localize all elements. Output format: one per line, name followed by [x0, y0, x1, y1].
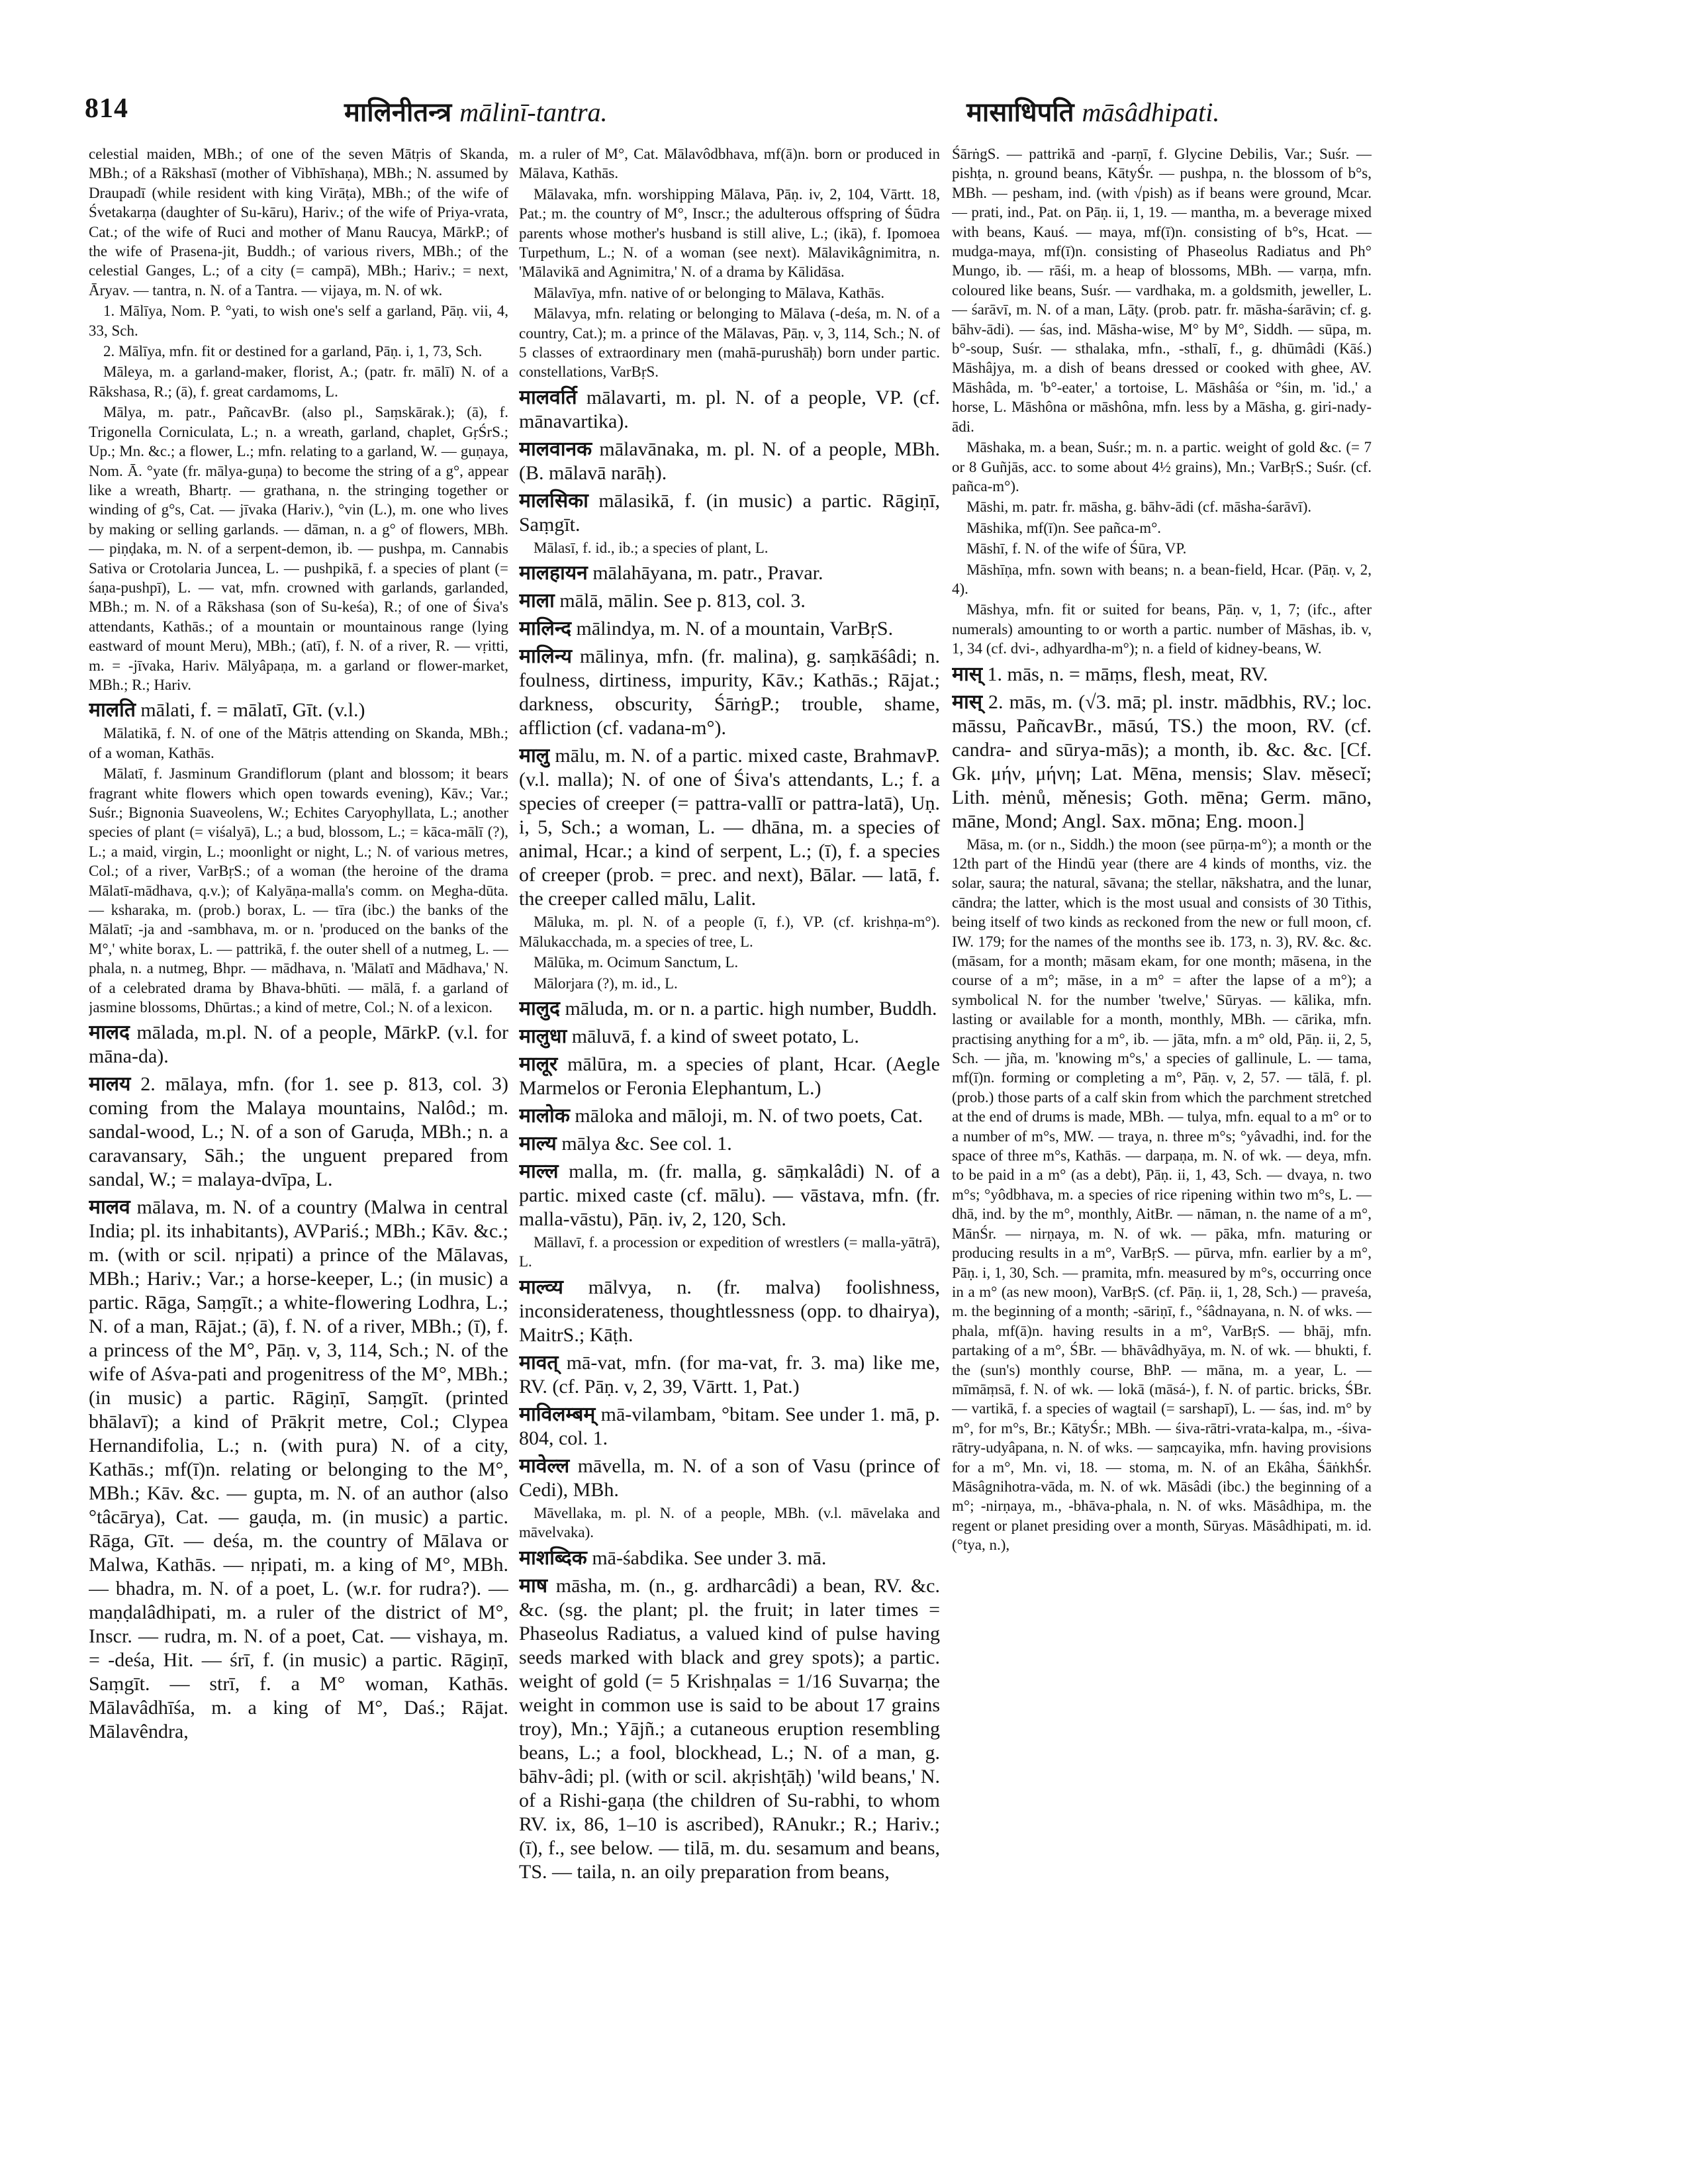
dictionary-entry [519, 438, 940, 485]
entry-text: mā-śabdika. See under 3. mā. [592, 1546, 827, 1569]
header-right-translit: māsâdhipati. [1082, 97, 1220, 127]
entry-text: mā-vilambam, °bitam. See under 1. mā, p. 804, col. 1. [519, 1403, 940, 1449]
headword-devanagari: मालुधा [519, 1025, 572, 1047]
headword-devanagari: मालसिका [519, 489, 599, 512]
entry-text: mālvya, n. (fr. malva) foolishness, inconsiderateness, thoughtlessness (opp. to dhairya), MaitrS.; Kāṭh. [519, 1276, 940, 1346]
dictionary-entry [519, 1454, 940, 1502]
entry-text: 1. Mālīya, Nom. P. °yati, to wish one's self a garland, Pāṇ. vii, 4, 33, Sch. [89, 303, 508, 339]
page-number: 814 [85, 93, 128, 124]
headword-devanagari: मालु [519, 745, 555, 767]
dictionary-entry [519, 1503, 940, 1543]
entry-text: māsha, m. (n., g. ardharcâdi) a bean, RV. &c. &c. (sg. the plant; pl. the fruit; in later times = Phaseolus Radiatus, a valued kind of pulse having seeds marked with black and grey spots); a partic. weight of gold (= 5 Krishṇalas = 1/16 Suvarṇa; the weight in common use is said to be about 17 grains troy), Mn.; Yājñ.; a cutaneous eruption resembling beans, L.; a fool, blockhead, L.; N. of a man, g. bāhv-âdi; pl. (with or scil. akṛishṭāḥ) 'wild beans,' N. of a Rishi-gaṇa (the children of Su-rabhi, to whom RV. ix, 86, 1–10 is ascribed), RAnukr.; R.; Hariv.; (ī), f., see below. — tilā, m. du. sesamum and beans, TS. — taila, n. an oily preparation from beans, [519, 1574, 940, 1883]
entry-text: mālavarti, m. pl. N. of a people, VP. (cf. mānavartika). [519, 386, 940, 432]
entry-text: Mālavīya, mfn. native of or belonging to Mālava, Kathās. [534, 284, 885, 301]
headword-devanagari: मालद [89, 1021, 137, 1044]
entry-text: 2. mālaya, mfn. (for 1. see p. 813, col. 3) coming from the Malaya mountains, Nalôd.; m. sandal-wood, L.; N. of a son of Garuḍa, MBh.; n. a caravansary, Sāh.; the unguent prepared from sandal, W.; = malaya-dvīpa, L. [89, 1073, 508, 1191]
dictionary-entry [519, 912, 940, 951]
header-left-entry [344, 93, 608, 129]
entry-text: Māleya, m. a garland-maker, florist, A.; (patr. fr. mālī) N. of a Rākshasa, R.; (ā), f. great cardamoms, L. [89, 363, 508, 400]
entry-text: Māvellaka, m. pl. N. of a people, MBh. (v.l. māvelaka and māvelvaka). [519, 1504, 940, 1541]
header-right-entry [966, 93, 1219, 129]
headword-devanagari: मालय [89, 1073, 141, 1096]
entry-text: mālinya, mfn. (fr. malina), g. saṃkāśâdi; n. foulness, dirtiness, impurity, Kāv.; Kathās.; Rājat.; darkness, obscurity, ŚārṅgP.; trouble, shame, affliction (cf. vadana-m°). [519, 645, 940, 739]
dictionary-entry [519, 185, 940, 282]
dictionary-entry [519, 645, 940, 740]
headword-devanagari: माष [519, 1574, 556, 1597]
header-left-translit: mālinī-tantra. [459, 97, 608, 127]
headword-devanagari: मालुद [519, 997, 565, 1020]
headword-devanagari: माशब्दिक [519, 1546, 592, 1569]
headword-devanagari: मावत् [519, 1351, 567, 1374]
entry-text: Mālatī, f. Jasminum Grandiflorum (plant and blossom; it bears fragrant white flowers which open towards evening), Kāv.; Var.; Suśr.; Bignonia Suaveolens, W.; Echites Caryophyllata, L.; another species of plant (= viśalyā), L.; a bud, blossom, L.; = kāca-mālī (?), L.; a maid, virgin, L.; moonlight or night, L.; N. of various metres, Col.; of a river, VarBṛS.; of a woman (the heroine of the drama Mālatī-mādhava, q.v.); of Kalyāṇa-malla's comm. on Megha-dūta. — ksharaka, m. (prob.) borax, L. — tīra (ibc.) the banks of the Mālatī; -ja and -sambhava, m. or n. 'produced on the banks of the M°,' white borax, L. — pattrikā, f. the outer shell of a nutmeg, L. — phala, n. a nutmeg, Bhpr. — mādhava, n. 'Mālatī and Mādhava,' N. of a celebrated drama by Bhava-bhūti. — mālā, f. a garland of jasmine blossoms, Dhūrtas.; a kind of metre, Col.; N. of a lexicon. [89, 765, 508, 1016]
entry-text: māluvā, f. a kind of sweet potato, L. [571, 1025, 859, 1047]
dictionary-entry [952, 690, 1372, 833]
entry-text: māloka and māloji, m. N. of two poets, Cat. [575, 1104, 923, 1127]
dictionary-entry [519, 997, 940, 1021]
headword-devanagari: मालवर्ति [519, 386, 586, 408]
entry-text: Mālatikā, f. N. of one of the Mātṛis attending on Skanda, MBh.; of a woman, Kathās. [89, 725, 508, 761]
entry-text: malla, m. (fr. malla, g. sāṃkalâdi) N. of a partic. mixed caste (cf. mālu). — vāstava, mfn. (fr. malla-vāstu), Pāṇ. iv, 2, 120, Sch. [519, 1160, 940, 1230]
entry-text: Mālasī, f. id., ib.; a species of plant, L. [534, 539, 769, 556]
dictionary-entry [519, 1053, 940, 1100]
dictionary-entry [519, 1351, 940, 1399]
dictionary-entry [519, 1104, 940, 1128]
dictionary-entry [519, 1574, 940, 1884]
headword-devanagari: मालोक [519, 1104, 575, 1127]
dictionary-entry [519, 1233, 940, 1272]
entry-text: 2. mās, m. (√3. mā; pl. instr. mādbhis, RV.; loc. māssu, PañcavBr., māsú, TS.) the moon, RV. (cf. candra- and sūrya-mās); a month, ib. &c. &c. [Cf. Gk. μήν, μήνη; Lat. Mēna, mensis; Slav. mĕsecĭ; Lith. mėnů, měnesis; Goth. mēna; Germ. māno, māne, Mond; Angl. Sax. mōna; Eng. moon.] [952, 690, 1372, 832]
entry-text: mālava, m. N. of a country (Malwa in central India; pl. its inhabitants), AVPariś.; MBh.; Kāv. &c.; m. (with or scil. nṛipati) a prince of the Mālavas, MBh.; Hariv.; Var.; a horse-keeper, L.; (in music) a partic. Rāga, Saṃgīt.; a white-flowering Lodhra, L.; N. of a man, Rājat.; (ā), f. N. of a river, MBh.; (ī), f. a princess of the M°, Pāṇ. v, 3, 114, Sch.; N. of the wife of Aśva-pati and progenitress of the M°, MBh.; (in music) a partic. Rāgiṇī, Saṃgīt. (printed bhālavī); a kind of Prākṛit metre, Col.; Clypea Hernandifolia, L.; n. (with pura) N. of a city, Kathās.; mf(ī)n. relating or belonging to the M°, MBh.; Kāv. &c. — gupta, m. N. of an author (also °tâcārya), Cat. — gauḍa, m. (in music) a partic. Rāga, Gīt. — deśa, m. the country of Mālava or Malwa, Kathās. — nṛipati, m. a king of M°, MBh. — bhadra, m. N. of a poet, L. (w.r. for rudra?). — maṇḍalâdhipati, m. a ruler of the district of M°, Inscr. — rudra, m. N. of a poet, Cat. — vishaya, m. = -deśa, Hit. — śrī, f. (in music) a partic. Rāgiṇī, Saṃgīt. — strī, f. a M° woman, Kathās. Mālavâdhīśa, m. a king of M°, Daś.; Rājat. Mālavêndra, [89, 1196, 508, 1743]
dictionary-entry [519, 144, 940, 183]
dictionary-entry [519, 1132, 940, 1156]
headword-devanagari: मास् [952, 690, 989, 713]
dictionary-entry [519, 974, 940, 993]
dictionary-entry [519, 304, 940, 382]
dictionary-entry [519, 538, 940, 557]
headword-devanagari: मालहायन [519, 562, 593, 585]
dictionary-entry [89, 764, 508, 1017]
headword-devanagari: मालूर [519, 1053, 568, 1075]
dictionary-entry [519, 283, 940, 303]
dictionary-entry [519, 953, 940, 972]
headword-devanagari: मालवानक [519, 438, 600, 460]
headword-devanagari: मालिन्द [519, 618, 577, 640]
dictionary-entry [519, 1546, 940, 1570]
dictionary-entry [89, 698, 508, 722]
headword-devanagari: माल्य [519, 1132, 562, 1155]
headword-devanagari: मालव [89, 1196, 137, 1219]
headword-devanagari: मास् [952, 663, 988, 685]
dictionary-entry [952, 539, 1372, 558]
column-1 [89, 144, 508, 2163]
dictionary-entry [519, 1160, 940, 1231]
entry-text: mālūra, m. a species of plant, Hcar. (Aegle Marmelos or Feronia Elephantum, L.) [519, 1053, 940, 1099]
header-right-devanagari: मासाधिपति [966, 97, 1074, 127]
headword-devanagari: माल्व्य [519, 1276, 588, 1298]
dictionary-entry [952, 600, 1372, 658]
entry-text: Māshi, m. patr. fr. māsha, g. bāhv-ādi (cf. māsha-śarāvī). [966, 499, 1312, 516]
header-left-devanagari: मालिनीतन्त्र [344, 97, 452, 127]
dictionary-entry [89, 724, 508, 763]
headword-devanagari: मालति [89, 699, 141, 722]
entry-text: mālindya, m. N. of a mountain, VarBṛS. [576, 618, 894, 640]
entry-text: Māshaka, m. a bean, Suśr.; m. n. a partic. weight of gold &c. (= 7 or 8 Guñjās, acc. to some about 4½ grains), Mn.; VarBṛS.; Suśr. (cf. pañca-m°). [952, 439, 1372, 495]
dictionary-entry [519, 617, 940, 641]
entry-text: Māsa, m. (or n., Siddh.) the moon (see pūrṇa-m°); a month or the 12th part of the Hindū year (there are 4 kinds of months, viz. the solar, saura; the natural, sāvana; the stellar, nākshatra, and the lunar, cāndra; the latter, which is the most usual and consists of 30 Tithis, being itself of two kinds as reckoned from the new or full moon, cf. IW. 179; for the names of the months see ib. 173, n. 3), RV. &c. &c. (māsam, for a month; māsam ekam, for one month; māsena, in the course of a m°; māse, in a m° = after the lapse of a m°); a symbolical N. for the number 'twelve,' Sūryas. — kālika, mfn. lasting or available for a month, monthly, MBh. — cārika, mfn. practising anything for a m°, ib. — jāta, mfn. a m° old, Pāṇ. ii, 2, 5, Sch. — jña, m. 'knowing m°s,' a species of gallinule, L. — tama, mf(ī)n. forming or completing a m°, Pāṇ. v, 2, 57. — tālā, f. pl. (prob.) those parts of a calf skin from which the parchment stretched at the end of drums is made, MBh. — tulya, mfn. equal to a m° or to a number of m°s, MW. — traya, n. three m°s; °yâvadhi, ind. for the space of three m°s, Kathās. — darpaṇa, m. N. of wk. — deya, mfn. to be paid in a m° (as a debt), Pāṇ. ii, 1, 43, Sch. — dvaya, n. two m°s; °yôdbhava, m. a species of rice ripening within two m°s, L. — dhā, ind. by the m°, monthly, AitBr. — nāman, n. the name of a m°, MānŚr. — nirṇaya, m. N. of wk. — pāka, mfn. maturing or producing results in a m°, VarBṛS. — pūrva, mfn. earlier by a m°, Pāṇ. i, 1, 30, Sch. — pramita, mfn. measured by m°s, occurring once in a m° (as new moon), VarBṛS. (cf. Pāṇ. ii, 1, 28, Sch.) — praveśa, m. the beginning of a month; -sāriṇī, f., °śâdnayana, n. N. of wks. — phala, mf(ā)n. having results in a m°, VarBṛS. — bhāj, mfn. partaking of a m°, ŚBr. — bhāvâdhyāya, m. N. of wk. — bhukti, f. the (sun's) monthly course, BhP. — māna, m. a year, L. — mīmāṃsā, f. N. of wk. — lokā (māsá-), f. N. of partic. bricks, ŚBr. — vartikā, f. a species of wagtail (= sarshapī), L. — śas, ind. m° by m°, for m°s, Br.; KātyŚr.; MBh. — śiva-rātri-vrata-kalpa, m., -śiva-rātry-udyâpana, n. N. of wks. — saṃcayika, mfn. having provisions for a m°, Mn. vi, 18. — stoma, m. N. of an Ekâha, ŚāṅkhŚr. Māsâgnihotra-vāda, m. N. of wk. Māsâdi (ibc.) the beginning of a m°; -nirṇaya, m., -bhāva-phala, n. N. of wks. Māsâdhipa, m. the regent or planet presiding over a month, Sūryas. Māsâdhipati, m. id. (°tya, n.), [952, 835, 1372, 1554]
dictionary-entry [952, 497, 1372, 516]
entry-text: māluda, m. or n. a partic. high number, Buddh. [565, 997, 937, 1020]
entry-text: ŚārṅgS. — pattrikā and -parṇī, f. Glycine Debilis, Var.; Suśr. — pishṭa, n. ground beans, KātyŚr. — pushpa, n. the blossom of b°s, MBh. — pesham, ind. (with √pish) as if beans were ground, Mcar. — prati, ind., Pat. on Pāṇ. ii, 1, 19. — mantha, m. a beverage mixed with beans, Kauś. — maya, mf(ī)n. consisting of b°s, Hcat. — mudga-maya, mf(ī)n. consisting of Phaseolus Radiatus and Ph° Mungo, ib. — rāśi, m. a heap of blossoms, MBh. — varṇa, mfn. coloured like beans, Suśr. — vardhaka, m. a goldsmith, jeweller, L. — śarāvī, m. N. of a man, Lāṭy. (prob. patr. fr. māsha-śarāvin; cf. g. bāhv-ādi). — śas, ind. Māsha-wise, M° by M°, Siddh. — sūpa, m. b°-soup, Suśr. — sthalaka, mfn., -sthalī, f., g. dhūmâdi (Kāś.) Māshâjya, m. a dish of beans dressed or cooked with ghee, AV. Māshâda, m. 'b°-eater,' a tortoise, L. Māshâśa or °śin, m. 'id.,' a horse, L. Māshôna or māshôna, mfn. less by a Māsha, g. giri-nady-ādi. [952, 146, 1372, 435]
entry-text: Māshī, f. N. of the wife of Śūra, VP. [966, 540, 1187, 557]
entry-text: Mālavaka, mfn. worshipping Mālava, Pāṇ. iv, 2, 104, Vārtt. 18, Pat.; m. the country of M°, Inscr.; the adulterous offspring of Śūdra parents whose mother's husband is still alive, L.; (ikā), f. Ipomoea Turpethum, L.; N. of a woman (see next). Mālavikâgnimitra, n. 'Mālavikā and Agnimitra,' N. of a drama by Kālidāsa. [519, 185, 940, 281]
entry-text: mālu, m. N. of a partic. mixed caste, BrahmavP. (v.l. malla); N. of one of Śiva's attendants, L.; f. a species of creeper (= pattra-vallī or pattra-latā), Uṇ. i, 5, Sch.; a woman, L. — dhāna, m. a species of animal, Hcar.; a kind of serpent, L.; (ī), f. a species of creeper (prob. = prec. and next), Bālar. — latā, f. the creeper called mālu, Lalit. [519, 745, 940, 910]
dictionary-entry [519, 589, 940, 613]
entry-text: m. a ruler of M°, Cat. Mālavôdbhava, mf(ā)n. born or produced in Mālava, Kathās. [519, 146, 940, 182]
column-3 [952, 144, 1372, 2163]
entry-text: mālahāyana, m. patr., Pravar. [592, 562, 823, 585]
page-header [0, 93, 1686, 146]
headword-devanagari: माला [519, 590, 560, 612]
dictionary-entry [952, 560, 1372, 599]
dictionary-entry [89, 1021, 508, 1068]
dictionary-entry [519, 489, 940, 537]
entry-text: Māshīṇa, mfn. sown with beans; n. a bean-field, Hcar. (Pāṇ. v, 2, 4). [952, 561, 1372, 597]
dictionary-entry [952, 144, 1372, 436]
dictionary-entry [89, 362, 508, 401]
dictionary-entry [89, 1072, 508, 1192]
dictionary-entry [519, 561, 940, 585]
entry-text: Māshya, mfn. fit or suited for beans, Pāṇ. v, 1, 7; (ifc., after numerals) amounting to or worth a partic. number of Māshas, ib. v, 1, 34 (cf. dvi-, adhyardha-m°); n. a field of kidney-beans, W. [952, 601, 1372, 657]
entry-text: Mālya, m. patr., PañcavBr. (also pl., Saṃskārak.); (ā), f. Trigonella Corniculata, L.; n. a wreath, garland, chaplet, GṛŚrS.; Up.; Mn. &c.; a flower, L.; mfn. relating to a garland, W. — guṇaya, Nom. Ā. °yate (fr. mālya-guṇa) to become the string of a g°, appear like a wreath, Bhartṛ. — grathana, n. the stringing together or winding of g°s, Cat. — jīvaka (Hariv.), °vin (L.), m. one who lives by making or selling garlands. — dāman, n. a g° of flowers, MBh. — piṇḍaka, m. N. of a serpent-demon, ib. — pushpa, m. Cannabis Sativa or Crotolaria Juncea, L. — pushpikā, f. a species of plant (= śaṇa-pushpī), L. — vat, mfn. crowned with garlands, garlanded, MBh.; m. N. of a Rākshasa (son of Su-keśa), R.; of one of Śiva's attendants, Kathās.; of a mountain or mountainous range (lying eastward of mount Meru), MBh.; (atī), f. N. of a river, R. — vṛitti, m. = -jīvaka, Hariv. Mālyâpaṇa, m. a garland or flower-market, MBh.; R.; Hariv. [89, 404, 508, 693]
dictionary-entry [952, 663, 1372, 687]
column-2 [519, 144, 940, 2163]
entry-text: mālada, m.pl. N. of a people, MārkP. (v.l. for māna-da). [89, 1021, 508, 1068]
headword-devanagari: माविलम्बम् [519, 1403, 601, 1425]
headword-devanagari: मालिन्य [519, 645, 580, 668]
entry-text: Mālorjara (?), m. id., L. [534, 974, 678, 992]
entry-text: celestial maiden, MBh.; of one of the seven Mātṛis of Skanda, MBh.; of a Rākshasī (mother of Vibhīshaṇa), MBh.; N. assumed by Draupadī (while resident with king Virāṭa), MBh.; of the wife of Śvetakarṇa (daughter of Su-kāru), Hariv.; of the wife of Priya-vrata, Cat.; of the wife of Ruci and mother of Manu Raucya, MārkP.; of the wife of Prasena-jit, Buddh.; of various rivers, MBh.; of the celestial Ganges, L.; of a city (= campā), MBh.; Hariv.; = next, Āryav. — tantra, n. N. of a Tantra. — vijaya, m. N. of wk. [89, 146, 508, 299]
entry-text: mālā, mālin. See p. 813, col. 3. [559, 590, 806, 612]
dictionary-entry [519, 386, 940, 434]
entry-text: Māshika, mf(ī)n. See pañca-m°. [966, 519, 1162, 536]
entry-text: 1. mās, n. = māṃs, flesh, meat, RV. [987, 663, 1268, 685]
dictionary-entry [519, 1276, 940, 1347]
entry-text: māvella, m. N. of a son of Vasu (prince of Cedi), MBh. [519, 1454, 940, 1501]
entry-text: Mālūka, m. Ocimum Sanctum, L. [534, 954, 739, 971]
dictionary-entry [89, 342, 508, 361]
headword-devanagari: माल्ल [519, 1160, 569, 1182]
headword-devanagari: मावेल्ल [519, 1454, 578, 1477]
entry-text: 2. Mālīya, mfn. fit or destined for a garland, Pāṇ. i, 1, 73, Sch. [103, 343, 483, 360]
dictionary-entry [519, 1025, 940, 1049]
entry-text: Māllavī, f. a procession or expedition of wrestlers (= malla-yātrā), L. [519, 1233, 940, 1270]
dictionary-entry [952, 438, 1372, 496]
entry-text: Māluka, m. pl. N. of a people (ī, f.), VP. (cf. krishṇa-m°). Mālukacchada, m. a species of tree, L. [519, 914, 940, 950]
dictionary-entry [952, 835, 1372, 1555]
dictionary-entry [952, 518, 1372, 538]
dictionary-entry [89, 144, 508, 300]
entry-text: Mālavya, mfn. relating or belonging to Mālava (-deśa, m. N. of a country, Cat.); m. a prince of the Mālavas, Pāṇ. v, 3, 114, Sch.; N. of 5 classes of extraordinary men (mahā-purushāḥ) born under partic. constellations, VarBṛS. [519, 305, 940, 381]
entry-text: mālavānaka, m. pl. N. of a people, MBh. (B. mālavā narāḥ). [519, 438, 940, 484]
dictionary-entry [89, 301, 508, 340]
dictionary-entry [519, 1403, 940, 1450]
dictionary-entry [89, 403, 508, 694]
entry-text: mālasikā, f. (in music) a partic. Rāgiṇī, Saṃgīt. [519, 489, 940, 536]
dictionary-entry [519, 744, 940, 911]
entry-text: mālati, f. = mālatī, Gīt. (v.l.) [140, 699, 365, 722]
dictionary-entry [89, 1196, 508, 1744]
entry-text: mā-vat, mfn. (for ma-vat, fr. 3. ma) like me, RV. (cf. Pāṇ. v, 2, 39, Vārtt. 1, Pat.) [519, 1351, 940, 1398]
entry-text: mālya &c. See col. 1. [561, 1132, 732, 1155]
